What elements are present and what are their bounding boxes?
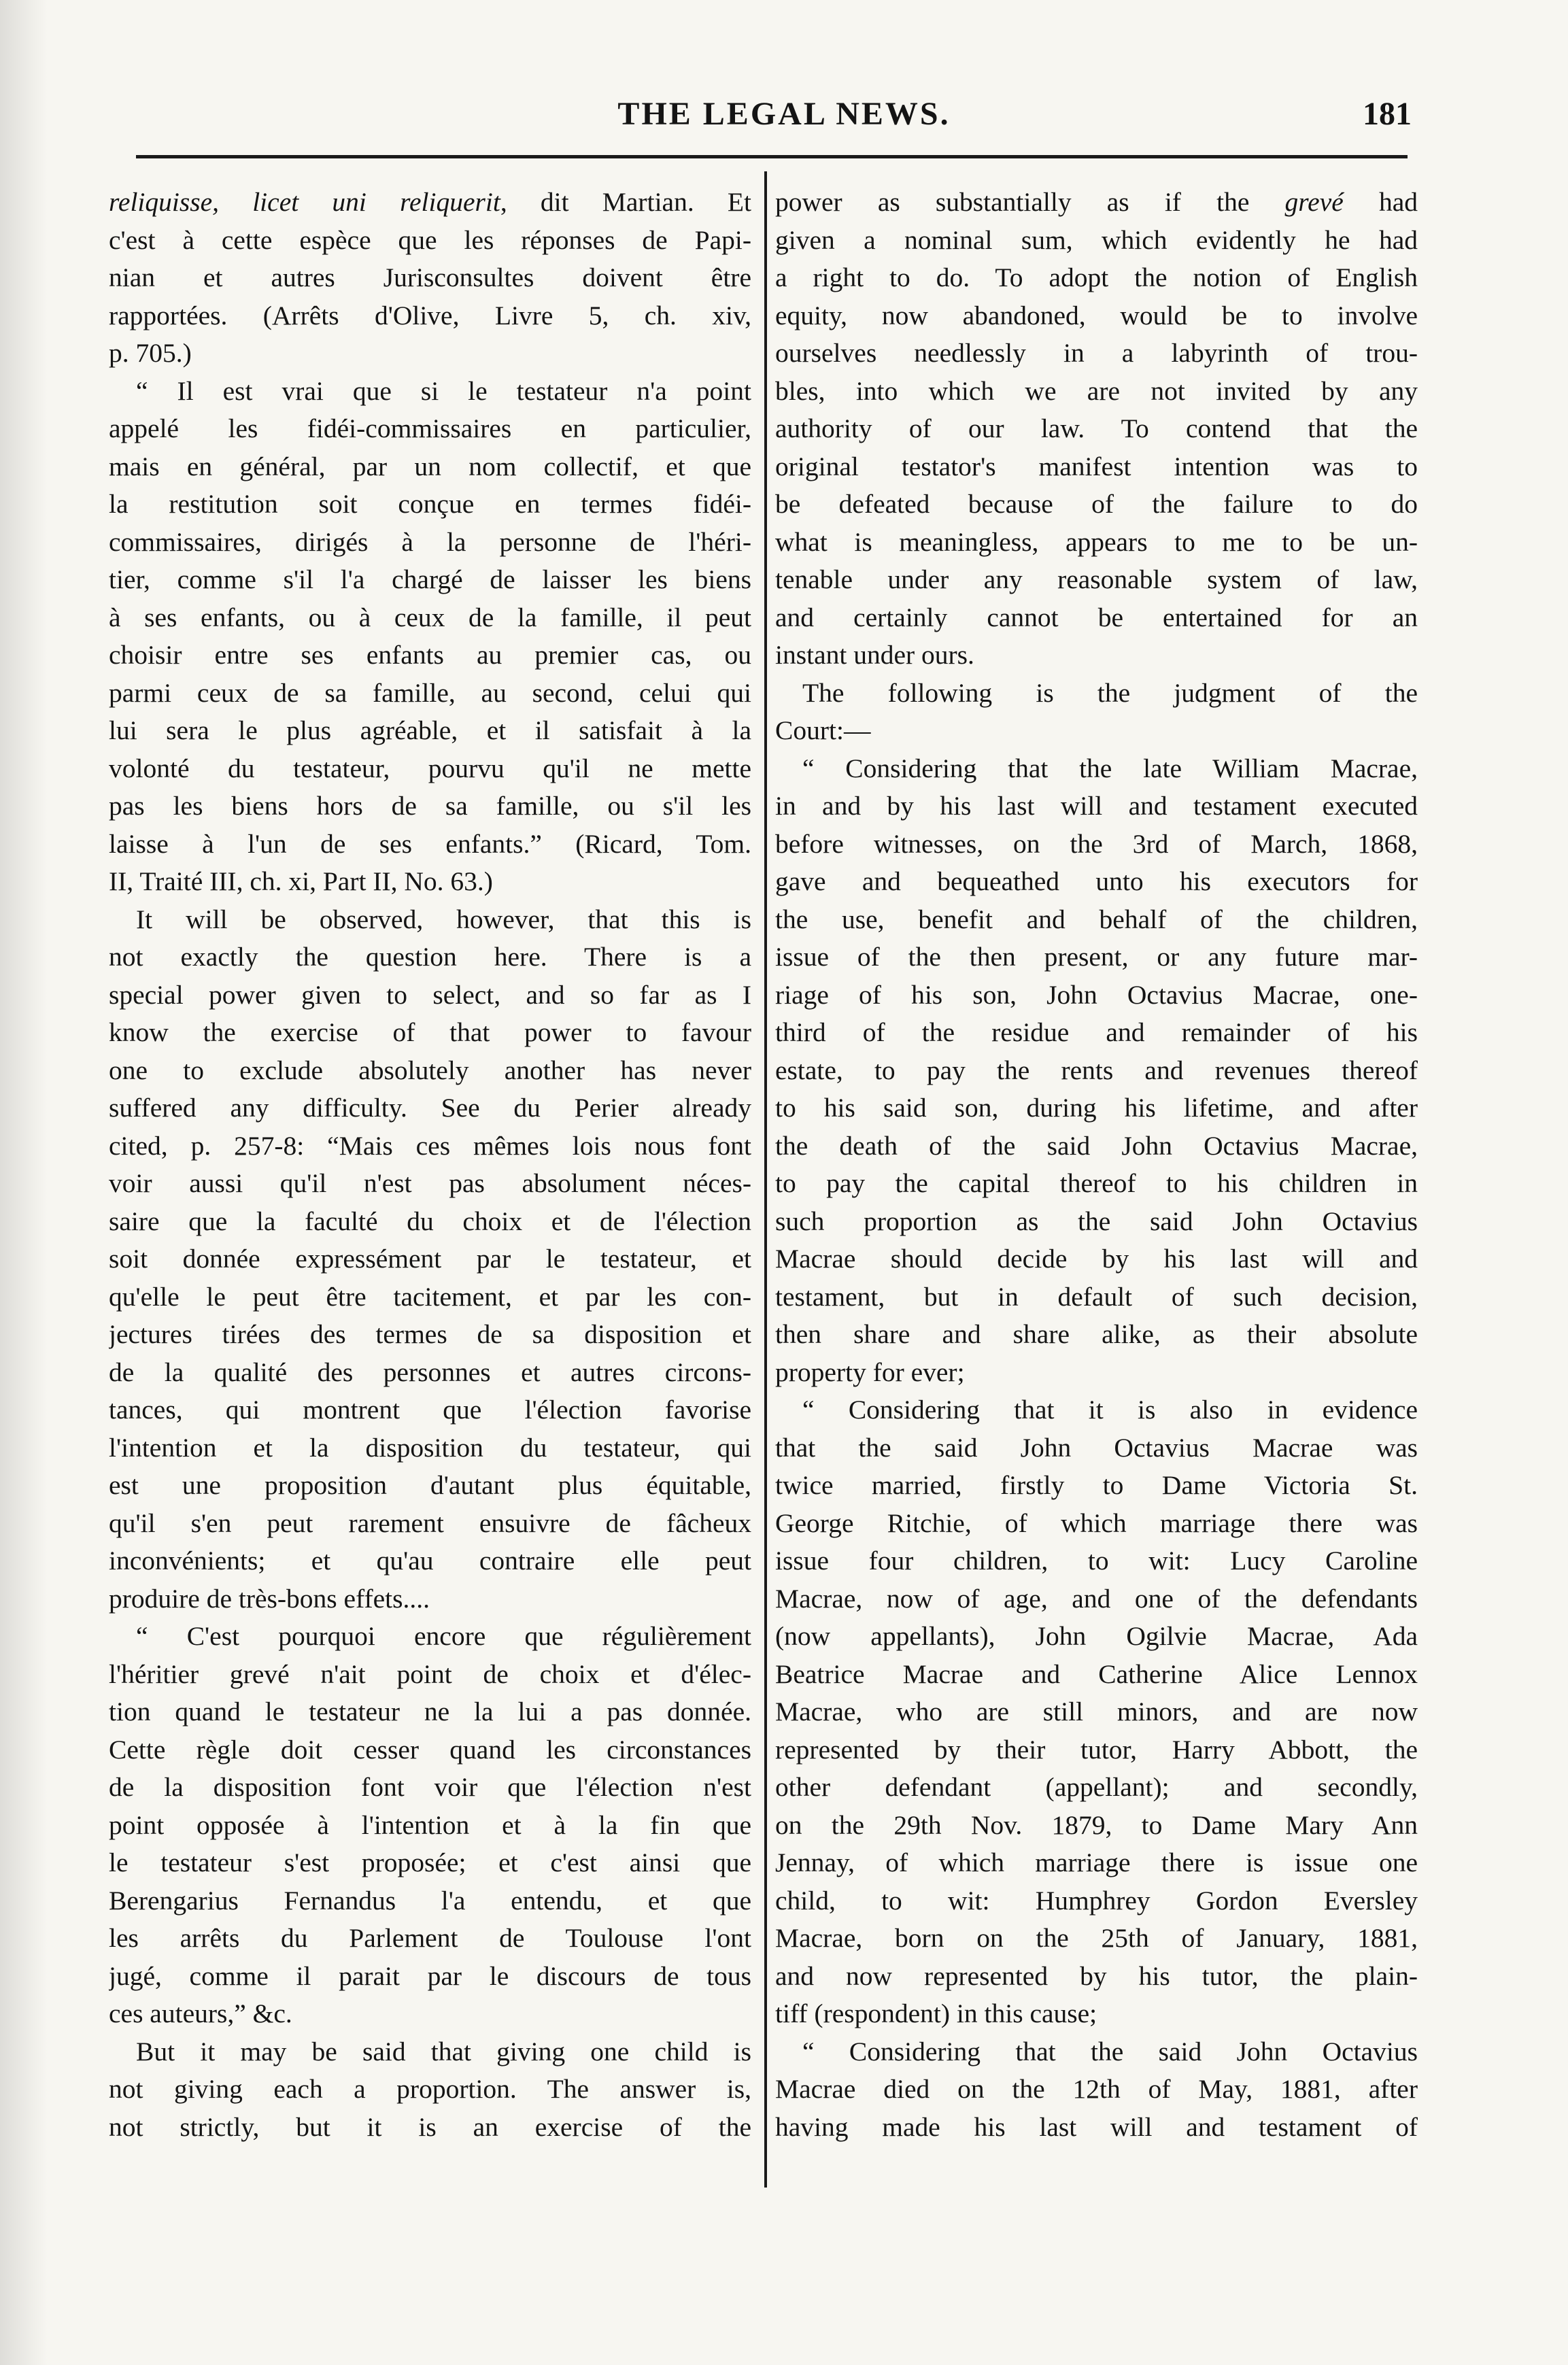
text-line: authority of our law. To contend that the — [775, 413, 1418, 443]
text-line: suffered any difficulty. See du Perier already — [109, 1093, 751, 1123]
text-line: bles, into which we are not invited by any — [775, 375, 1418, 406]
text-line: power as substantially as if the grevé had — [775, 187, 1418, 217]
text-line: that the said John Octavius Macrae was — [775, 1432, 1418, 1463]
page-edge-shadow — [0, 0, 48, 2365]
text-line: tion quand le testateur ne la lui a pas donnée. — [109, 1697, 751, 1726]
text-line: third of the residue and remainder of his — [775, 1017, 1418, 1047]
running-header: THE LEGAL NEWS. — [617, 96, 951, 132]
text-line: “ Il est vrai que si le testateur n'a point — [136, 375, 751, 406]
text-line: la restitution soit conçue en termes fidéi- — [109, 489, 751, 519]
text-line: It will be observed, however, that this is — [136, 904, 751, 934]
header-rule — [136, 155, 1408, 158]
text-line: produire de très-bons effets.... — [109, 1583, 430, 1614]
text-line: le testateur s'est proposée; et c'est ainsi que — [109, 1848, 751, 1877]
text-line: Macrae, born on the 25th of January, 1881, — [775, 1923, 1418, 1953]
text-line: given a nominal sum, which evidently he had — [775, 224, 1418, 255]
text-line: jugé, comme il parait par le discours de tous — [109, 1960, 751, 1991]
left-column — [109, 184, 751, 2146]
text-line: Macrae, now of age, and one of the defendants — [775, 1583, 1418, 1614]
text-line: know the exercise of that power to favour — [109, 1017, 751, 1047]
text-line: child, to wit: Humphrey Gordon Eversley — [775, 1885, 1418, 1916]
right-column — [775, 184, 1418, 2146]
text-line: parmi ceux de sa famille, au second, celui qui — [109, 677, 751, 708]
text-line: Macrae died on the 12th of May, 1881, after — [775, 2074, 1418, 2104]
text-line: commissaires, dirigés à la personne de l'héri- — [109, 526, 751, 557]
text-line: volonté du testateur, pourvu qu'il ne mette — [109, 753, 751, 783]
text-line: not strictly, but it is an exercise of the — [109, 2111, 751, 2142]
text-line: gave and bequeathed unto his executors for — [775, 866, 1418, 896]
text-line: tenable under any reasonable system of law, — [775, 564, 1418, 594]
text-line: property for ever; — [775, 1357, 965, 1387]
text-line: tiff (respondent) in this cause; — [775, 1998, 1097, 2028]
text-line: de la disposition font voir que l'élection n'est — [109, 1772, 751, 1802]
text-line: The following is the judgment of the — [802, 677, 1418, 708]
text-line: est une proposition d'autant plus équitable, — [109, 1470, 751, 1500]
text-line: the death of the said John Octavius Macrae, — [775, 1130, 1418, 1161]
text-line: l'héritier grevé n'ait point de choix et d'élec- — [109, 1658, 751, 1689]
column-divider — [764, 171, 767, 2188]
text-line: such proportion as the said John Octavius — [775, 1206, 1418, 1236]
text-line: tier, comme s'il l'a chargé de laisser les biens — [109, 564, 751, 594]
text-line: laisse à l'un de ses enfants.” (Ricard, Tom. — [109, 828, 751, 859]
text-line: “ Considering that it is also in evidence — [802, 1395, 1418, 1425]
text-line: Macrae should decide by his last will and — [775, 1244, 1418, 1274]
text-line: and certainly cannot be entertained for an — [775, 602, 1418, 632]
text-line: to his said son, during his lifetime, and after — [775, 1093, 1418, 1123]
text-line: special power given to select, and so far as I — [109, 979, 751, 1010]
text-line: then share and share alike, as their absolute — [775, 1319, 1418, 1349]
text-line: in and by his last will and testament executed — [775, 791, 1418, 821]
text-line: twice married, firstly to Dame Victoria St. — [775, 1470, 1418, 1500]
text-line: testament, but in default of such decision, — [775, 1281, 1418, 1312]
text-line: and now represented by his tutor, the plain- — [775, 1960, 1418, 1991]
text-line: Court:— — [775, 715, 871, 745]
text-line: voir aussi qu'il n'est pas absolument néces- — [109, 1168, 751, 1198]
text-line: “ Considering that the late William Macrae, — [802, 753, 1418, 783]
text-line: Macrae, who are still minors, and are now — [775, 1697, 1418, 1726]
text-line: not giving each a proportion. The answer is, — [109, 2074, 751, 2104]
text-line: appelé les fidéi-commissaires en particulier, — [109, 413, 751, 443]
text-line: les arrêts du Parlement de Toulouse l'ont — [109, 1923, 751, 1953]
text-line: “ C'est pourquoi encore que régulièrement — [136, 1621, 751, 1651]
text-line: lui sera le plus agréable, et il satisfait à la — [109, 715, 751, 745]
text-line: issue of the then present, or any future mar- — [775, 942, 1418, 972]
text-line: George Ritchie, of which marriage there was — [775, 1508, 1418, 1538]
text-line: Beatrice Macrae and Catherine Alice Lennox — [775, 1658, 1418, 1689]
text-line: ourselves needlessly in a labyrinth of trou- — [775, 338, 1418, 368]
text-line: not exactly the question here. There is a — [109, 942, 751, 972]
text-line: having made his last will and testament of — [775, 2111, 1418, 2142]
text-line: jectures tirées des termes de sa disposition et — [109, 1319, 751, 1349]
text-line: l'intention et la disposition du testateur, qui — [109, 1432, 751, 1463]
text-line: II, Traité III, ch. xi, Part II, No. 63.) — [109, 866, 493, 896]
text-line: instant under ours. — [775, 640, 974, 670]
text-line: choisir entre ses enfants au premier cas, ou — [109, 640, 751, 670]
text-line: à ses enfants, ou à ceux de la famille, il peut — [109, 602, 751, 632]
text-line: But it may be said that giving one child is — [136, 2036, 751, 2066]
text-line: p. 705.) — [109, 338, 192, 368]
text-line: riage of his son, John Octavius Macrae, one- — [775, 979, 1418, 1010]
text-line: be defeated because of the failure to do — [775, 489, 1418, 519]
text-line: Cette règle doit cesser quand les circonstances — [109, 1734, 751, 1765]
text-line: mais en général, par un nom collectif, et que — [109, 451, 751, 481]
text-line: equity, now abandoned, would be to involve — [775, 300, 1418, 330]
text-line: qu'il s'en peut rarement ensuivre de fâcheux — [109, 1508, 751, 1538]
text-line: the use, benefit and behalf of the children, — [775, 904, 1418, 934]
text-line: before witnesses, on the 3rd of March, 1868, — [775, 828, 1418, 859]
page-number: 181 — [1363, 96, 1412, 132]
text-line: Jennay, of which marriage there is issue one — [775, 1848, 1418, 1877]
text-line: on the 29th Nov. 1879, to Dame Mary Ann — [775, 1809, 1418, 1840]
text-line: estate, to pay the rents and revenues thereof — [775, 1055, 1418, 1085]
text-line: point opposée à l'intention et à la fin que — [109, 1809, 751, 1840]
text-line: tances, qui montrent que l'élection favorise — [109, 1395, 751, 1425]
text-line: rapportées. (Arrêts d'Olive, Livre 5, ch. xiv, — [109, 300, 751, 330]
text-line: nian et autres Jurisconsultes doivent être — [109, 262, 751, 292]
text-line: pas les biens hors de sa famille, ou s'il les — [109, 791, 751, 821]
text-line: inconvénients; et qu'au contraire elle peut — [109, 1546, 751, 1576]
text-line: de la qualité des personnes et autres circons- — [109, 1357, 751, 1387]
text-line: cited, p. 257-8: “Mais ces mêmes lois nous font — [109, 1130, 751, 1161]
text-line: saire que la faculté du choix et de l'élection — [109, 1206, 751, 1236]
text-line: to pay the capital thereof to his children in — [775, 1168, 1418, 1198]
text-line: one to exclude absolutely another has never — [109, 1055, 751, 1085]
text-line: original testator's manifest intention was to — [775, 451, 1418, 481]
text-line: “ Considering that the said John Octavius — [802, 2036, 1418, 2066]
text-line: ces auteurs,” &c. — [109, 1998, 292, 2028]
text-line: c'est à cette espèce que les réponses de Papi- — [109, 224, 751, 255]
text-line: qu'elle le peut être tacitement, et par les con- — [109, 1281, 751, 1312]
text-line: Berengarius Fernandus l'a entendu, et que — [109, 1885, 751, 1916]
text-line: reliquisse, licet uni reliquerit, dit Martian. Et — [109, 187, 751, 217]
text-line: issue four children, to wit: Lucy Caroline — [775, 1546, 1418, 1576]
text-line: represented by their tutor, Harry Abbott, the — [775, 1734, 1418, 1765]
text-line: (now appellants), John Ogilvie Macrae, Ada — [775, 1621, 1418, 1651]
text-line: other defendant (appellant); and secondly, — [775, 1772, 1418, 1802]
text-line: a right to do. To adopt the notion of English — [775, 262, 1418, 292]
text-line: what is meaningless, appears to me to be un- — [775, 526, 1418, 557]
text-line: soit donnée expressément par le testateur, et — [109, 1244, 751, 1274]
